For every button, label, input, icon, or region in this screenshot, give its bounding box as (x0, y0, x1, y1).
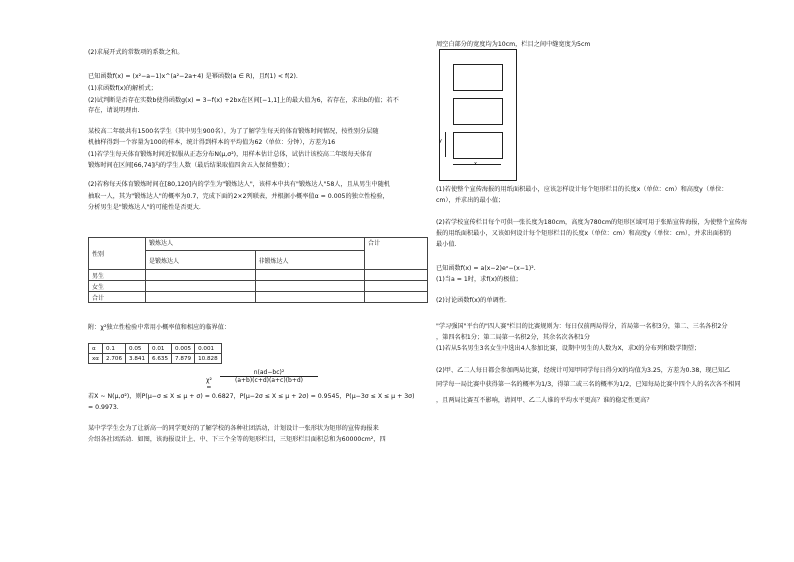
formula-numerator: n(ad−bc)² (253, 369, 285, 376)
x-label: x (474, 161, 477, 167)
text-line: 若X ~ N(μ,σ²)，则P(μ−σ ≤ X ≤ μ + σ) = 0.6827，P(μ−2σ ≤ X ≤ μ + 2σ) = 0.9545，P(μ−3σ ≤ X ≤ μ + 3σ) (88, 393, 415, 400)
poster-panel (453, 132, 503, 159)
text-line: 某校高二年级共有1500名学生（其中男生900名），为了了解学生每天的体育锻炼时间情况，按性别分层随 (88, 128, 379, 135)
text-line: 介绍各社团活动．如图，该海报设计上、中、下三个全等的矩形栏目，三矩形栏目面积总和为60000cm²，四 (88, 436, 386, 443)
table-cell: 男生 (89, 270, 146, 281)
table-row (89, 344, 222, 354)
text-line: (2)求展开式的常数项的系数之和。 (88, 49, 184, 56)
table-cell: 7.879 (172, 354, 195, 364)
table-header-gender: 性别 (89, 238, 146, 270)
text-line: (2)若学校宣传栏目每个可供一张长度为180cm，高度为780cm的矩形区域可用于张贴宣传海报，为使整个宣传海 (436, 219, 748, 226)
text-line: = 0.9973. (88, 404, 119, 411)
text-line: cm），并求出的最小值； (436, 197, 505, 204)
text-line: 已知函数f(x) = a(x−2)eˣ−(x−1)². (436, 265, 536, 272)
table-cell: 0.01 (149, 344, 172, 354)
text-line: 附：χ²独立性检验中常用小概率值和相应的临界值： (88, 324, 231, 331)
text-line: 报的用纸面积最小，又该如何设计每个矩形栏目的长度x（单位：cm）和高度y（单位：cm），并求出面积的 (436, 230, 732, 237)
text-line: 机抽样得到一个容量为100的样本，统计得到样本的平均值为62（单位：分钟），方差为16 (88, 139, 336, 146)
table-cell: 0.05 (126, 344, 149, 354)
table-cell: 10.828 (195, 354, 222, 364)
text-line: (1)若学生每天体育锻炼时间近似服从正态分布N(μ,σ²)，用样本估计总体，试估计该校高二年级每天体育 (88, 151, 373, 158)
text-line: 抽取一人，其为"锻炼达人"的概率为0.7，完成下面的2×2列联表，并根据小概率值α = 0.005的独立性检验， (88, 193, 389, 200)
table-cell: 0.005 (172, 344, 195, 354)
table-cell: 3.841 (126, 354, 149, 364)
text-line: 某中学学生会为了让新高一的同学更好的了解学校的各种社团活动，计划设计一张形状为矩形的宣传海报来 (88, 425, 379, 432)
text-line: 已知函数f(x) = (x²−a−1)x^(a²−2a+4) 是幂函数(a ∈ R)，且f(1) < f(2). (88, 73, 298, 80)
table-cell: α (89, 344, 103, 354)
table-row (89, 292, 428, 303)
text-line: (2)若称每天体育锻炼时间在[80,120]内的学生为"锻炼达人"，该样本中共有"锻炼达人"58人，且从男生中随机 (88, 181, 390, 188)
table-cell: 女生 (89, 281, 146, 292)
y-dimension-line (445, 132, 446, 157)
poster-panel (453, 98, 503, 125)
table-row (89, 354, 222, 364)
x-dimension-line (453, 164, 501, 165)
text-line: 同学每一局比赛中获得第一名的概率为1/3，得第二或三名的概率为1/2，已知每局比赛中四个人的名次各不相同 (436, 381, 741, 388)
table-cell: 2.706 (103, 354, 126, 364)
table-cell: 0.1 (103, 344, 126, 354)
table-header-exercise: 锻炼达人 (146, 238, 365, 251)
text-line: 锻炼时间在区间[66,74]内的学生人数（最后结果取值四舍五入保留整数）； (88, 162, 294, 169)
table-row (89, 238, 428, 251)
poster-panel (453, 64, 503, 91)
text-line: (1)求函数f(x)的解析式； (88, 85, 157, 92)
table-cell: 合计 (89, 292, 146, 303)
table-cell: 6.635 (149, 354, 172, 364)
table-row (89, 270, 428, 281)
text-line: (2)试判断是否存在实数b使得函数g(x) = 3−f(x) +2bx在区间[−1,1]上的最大值为6，若存在，求出b的值；若不 (88, 97, 399, 104)
text-line: "学习强国"平台的"四人赛"栏目的比赛规则为：每日仅前两局得分，首局第一名积3分，第二、三名各积2分 (436, 323, 728, 330)
contingency-table (88, 237, 428, 303)
text-line: (2)讨论函数f(x)的单调性. (436, 297, 507, 304)
formula-lhs: χ² = (206, 377, 212, 391)
text-line: ，第四名积1分；第二局第一名积2分，其余名次各积1分 (436, 334, 591, 341)
text-line: (1)若从5名男生3名女生中选出4人参加比赛，设期中男生的人数为X，求X的分布列和数学期望； (436, 345, 701, 352)
formula-denominator: (a+b)(c+d)(a+c)(b+d) (220, 376, 318, 384)
text-line: (1)当a = 1时，求f(x)的极值； (436, 276, 522, 283)
text-line: (2)甲、乙二人每日都会参加两局比赛，经统计可知甲同学每日得分X的均值为3.25，方差为0.38，现已知乙 (436, 367, 731, 374)
text-line: ，且两局比赛互不影响，请问甲、乙二人谁的平均水平更高？谁的稳定性更高？ (436, 397, 653, 404)
table-header-no: 非锻炼达人 (255, 251, 365, 270)
y-label: y (439, 138, 442, 144)
text-line: 最小值. (436, 241, 457, 248)
text-line: 存在，请说明理由. (88, 107, 140, 114)
poster-diagram (439, 49, 517, 181)
text-line: (1)若使整个宣传海报的用纸面积最小，应该怎样设计每个矩形栏目的长度x（单位：cm）和高度y（单位： (436, 186, 728, 193)
text-line: 周空白部分的宽度均为10cm，栏目之间中缝宽度为5cm (436, 41, 591, 48)
table-row (89, 281, 428, 292)
table-header-total: 合计 (365, 238, 428, 270)
text-line: 分析男生是"锻炼达人"的可能性是否更大. (88, 204, 201, 211)
table-cell: 0.001 (195, 344, 222, 354)
table-header-yes: 是锻炼达人 (146, 251, 256, 270)
table-cell: xα (89, 354, 103, 364)
critical-value-table (88, 343, 222, 364)
